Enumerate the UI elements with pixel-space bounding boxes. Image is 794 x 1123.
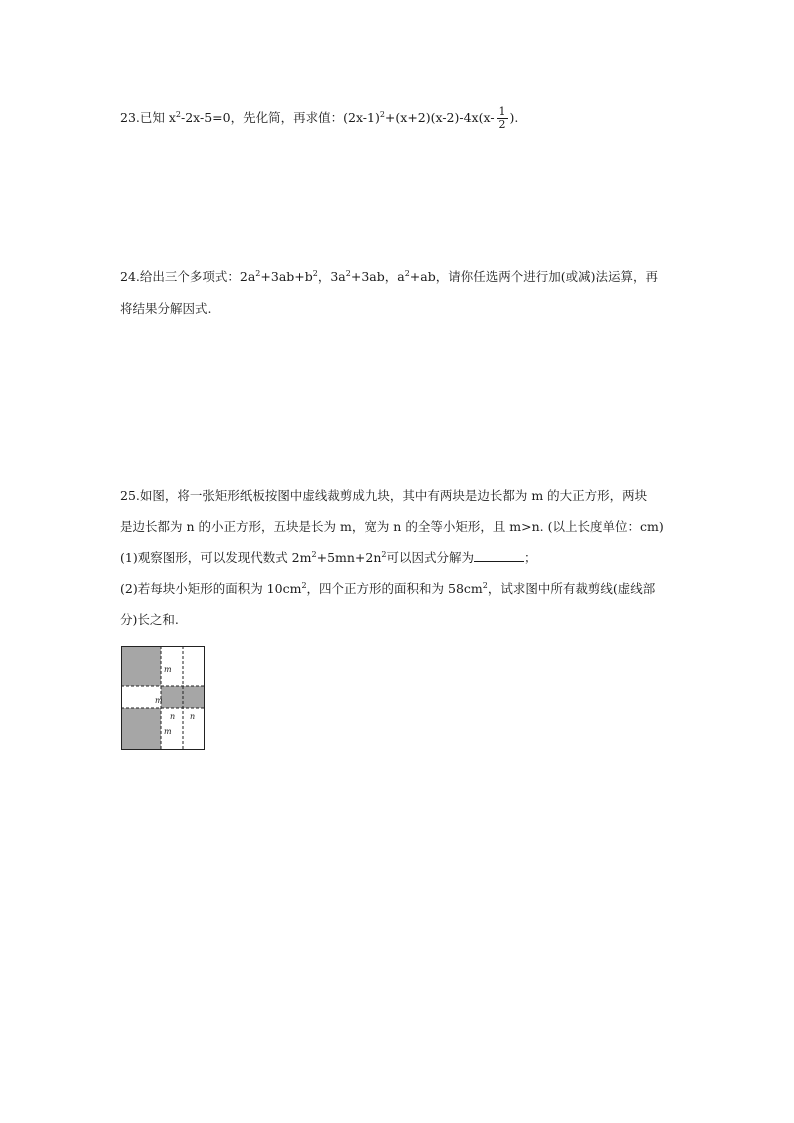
q25p2-text-b: ，四个正方形的面积和为 58cm — [306, 581, 483, 596]
fraction-numerator: 1 — [498, 105, 506, 118]
large-square-top — [122, 647, 161, 686]
fraction-denominator: 2 — [498, 118, 506, 131]
question-24-line-1 — [120, 269, 658, 285]
label-m-left: m — [155, 696, 163, 705]
q23-text-3: +(x+2)(x-2)-4x(x- — [384, 110, 495, 125]
label-m-top: m — [164, 665, 172, 674]
exponent: 2 — [301, 581, 307, 590]
q23-text-2: -2x-5=0，先化简，再求值：(2x-1) — [181, 110, 380, 125]
exponent: 2 — [311, 550, 317, 559]
question-24-line-2: 将结果分解因式. — [120, 301, 212, 316]
q25p1-text-end: ； — [524, 550, 537, 565]
small-square-2 — [183, 686, 204, 708]
q23-text-end: ). — [509, 110, 519, 125]
exponent: 2 — [175, 110, 181, 119]
question-25-line-2: 是边长都为 n 的小正方形，五块是长为 m，宽为 n 的全等小矩形，且 m>n. (以上长度单位：cm) — [120, 519, 664, 534]
q25p1-text-c: 可以因式分解为 — [386, 550, 475, 565]
q24-text-c: ，3a — [317, 269, 346, 284]
q23-text-1: 23.已知 x — [120, 110, 176, 125]
label-n-1: n — [170, 712, 176, 721]
question-23 — [120, 106, 518, 131]
q24-text-e: +ab，请你任选两个进行加(或减)法运算，再 — [409, 269, 658, 284]
q25p1-text-a: (1)观察图形，可以发现代数式 2m — [120, 550, 312, 565]
q25p2-text-a: (2)若每块小矩形的面积为 10cm — [120, 581, 302, 596]
rectangle-cutting-figure — [121, 646, 205, 750]
label-m-bottom: m — [164, 727, 172, 736]
exponent: 2 — [379, 110, 385, 119]
q25p1-text-b: +5mn+2n — [316, 550, 382, 565]
q24-text-b: +3ab+b — [260, 269, 313, 284]
q24-text-a: 24.给出三个多项式：2a — [120, 269, 256, 284]
q24-text-d: +3ab，a — [350, 269, 405, 284]
question-25-part-2 — [120, 581, 655, 597]
answer-blank[interactable] — [474, 550, 524, 562]
label-n-2: n — [190, 712, 196, 721]
exponent: 2 — [404, 269, 410, 278]
exponent: 2 — [255, 269, 261, 278]
large-square-bottom — [122, 708, 161, 749]
question-25-line-1: 25.如图，将一张矩形纸板按图中虚线裁剪成九块，其中有两块是边长都为 m 的大正方形，两块 — [120, 488, 648, 503]
fraction-one-half — [497, 106, 508, 131]
q25p2-text-c: ，试求图中所有裁剪线(虚线部 — [487, 581, 656, 596]
question-25-part-1 — [120, 550, 537, 566]
exponent: 2 — [381, 550, 387, 559]
small-square-1 — [161, 686, 183, 708]
question-25-part-2-line-2: 分)长之和. — [120, 612, 179, 627]
exponent: 2 — [345, 269, 351, 278]
exponent: 2 — [482, 581, 488, 590]
exponent: 2 — [312, 269, 318, 278]
